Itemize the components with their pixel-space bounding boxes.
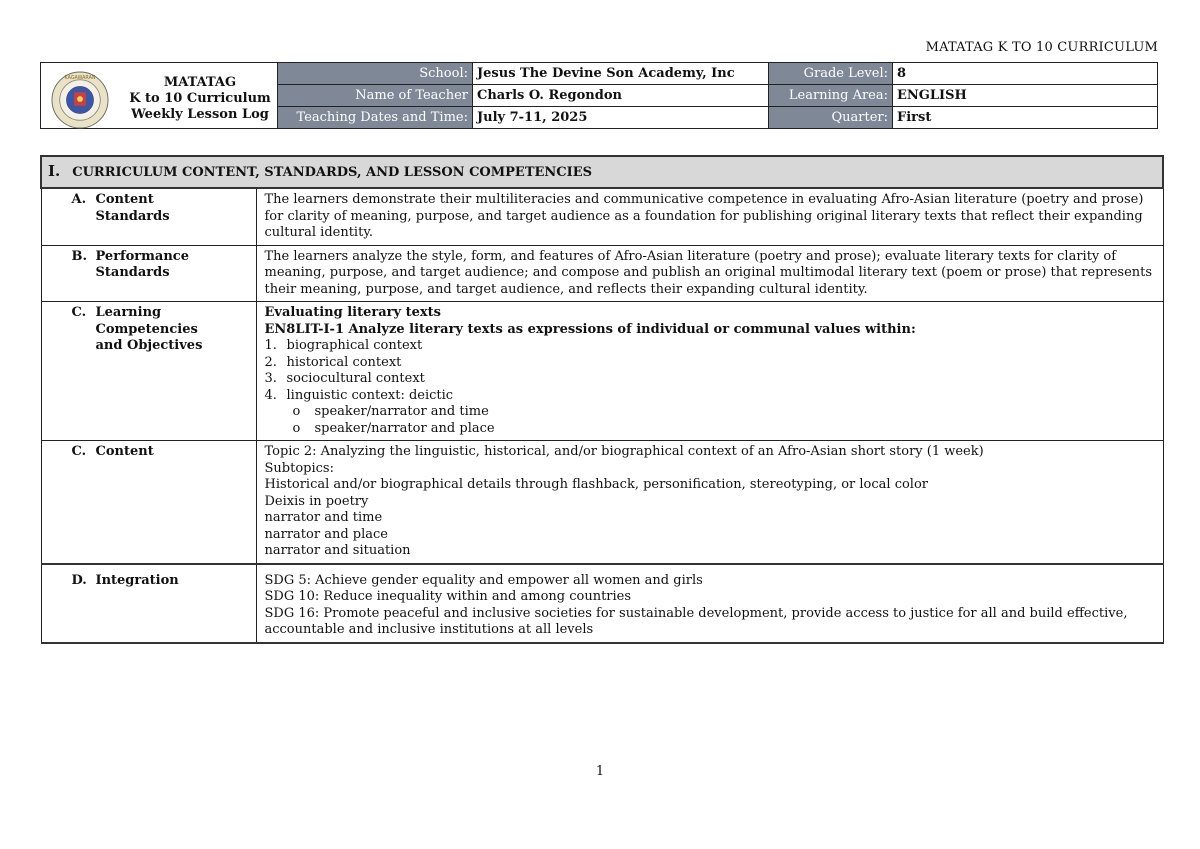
list-item-text: historical context [286, 354, 402, 370]
competency-sublist [265, 404, 1157, 437]
header-table [40, 62, 1158, 129]
list-number: 3. [264, 371, 277, 386]
table-row [41, 441, 1163, 564]
dates-label: Teaching Dates and Time: [278, 107, 473, 129]
integration-text [256, 564, 1163, 643]
quarter-value: First [893, 107, 1158, 129]
quarter-label: Quarter: [769, 107, 893, 129]
list-item [265, 371, 1157, 388]
list-item-text: speaker/narrator and place [314, 420, 495, 436]
list-item [265, 338, 1157, 355]
competency-code-line: EN8LIT-I-1 Analyze literary texts as expressions of individual or communal values within: [264, 321, 916, 337]
logo-title [125, 75, 275, 123]
list-item [293, 421, 1157, 438]
competency-list [265, 338, 1157, 404]
row-label-competencies [41, 302, 256, 441]
bullet-icon: o [292, 420, 301, 436]
content-line: narrator and place [264, 526, 388, 542]
school-label: School: [278, 63, 473, 85]
integration-line: SDG 10: Reduce inequality within and among countries [264, 589, 632, 604]
deped-seal-icon [51, 71, 109, 129]
content-line: narrator and situation [264, 543, 411, 558]
teacher-value: Charls O. Regondon [473, 85, 769, 107]
svg-text:KAGAWARAN: KAGAWARAN [64, 76, 96, 82]
row-label-text: Standards [95, 265, 170, 280]
table-row [41, 564, 1163, 643]
content-line: Historical and/or biographical details through flashback, personification, stereotyping, or local color [264, 477, 929, 492]
competency-heading: Evaluating literary texts [264, 305, 441, 320]
logo-title-line: MATATAG [163, 75, 237, 90]
row-label-text: Content [95, 192, 154, 207]
grade-level-label: Grade Level: [769, 63, 893, 85]
row-label-integration [41, 564, 256, 643]
content-line: Deixis in poetry [264, 493, 369, 509]
list-item-text: linguistic context: deictic [286, 387, 454, 403]
logo-title-line: Weekly Lesson Log [131, 107, 269, 122]
curriculum-header-text: MATATAG K TO 10 CURRICULUM [925, 40, 1158, 55]
row-label-text: Performance [95, 248, 189, 264]
content-line: Topic 2: Analyzing the linguistic, historical, and/or biographical context of an Afro-Asian short story (1 week) [264, 444, 984, 459]
section-title: CURRICULUM CONTENT, STANDARDS, AND LESSON COMPETENCIES [72, 165, 593, 180]
content-standards-text: The learners demonstrate their multiliteracies and communicative competence in evaluating Afro-Asian literature (poetry and prose) for clarity of meaning, purpose, and target audience as a foundation for publishing original literary texts that reflect their expanding cultural identity. [256, 188, 1163, 245]
table-row [41, 188, 1163, 245]
row-label-text: Competencies [95, 321, 198, 337]
row-label-content [41, 441, 256, 564]
row-label-text: Integration [95, 572, 179, 588]
page-number: 1 [595, 764, 605, 779]
row-letter: B. [71, 248, 88, 264]
list-item-text: biographical context [286, 338, 423, 353]
logo-cell [41, 63, 278, 129]
content-text [256, 441, 1163, 564]
section-number: I. [48, 162, 61, 180]
row-letter: D. [71, 572, 87, 588]
list-number: 4. [264, 387, 277, 403]
table-row [41, 245, 1163, 302]
integration-line: SDG 5: Achieve gender equality and empower all women and girls [264, 572, 703, 588]
performance-standards-text: The learners analyze the style, form, and features of Afro-Asian literature (poetry and prose); evaluate literary texts for clarity of meaning, purpose, and target audience; and compose and publish an original multimodal literary text (poem or prose) that represents their meaning, purpose, and target audience, and reflects their expanding cultural identity. [256, 245, 1163, 302]
content-line: Subtopics: [264, 460, 334, 476]
dates-value: July 7-11, 2025 [473, 107, 769, 129]
table-row [41, 302, 1163, 441]
content-line: narrator and time [264, 510, 383, 525]
list-item [265, 355, 1157, 372]
list-item [265, 388, 1157, 405]
row-label-performance-standards [41, 245, 256, 302]
learning-area-label: Learning Area: [769, 85, 893, 107]
grade-level-value: 8 [893, 63, 1158, 85]
row-label-content-standards [41, 188, 256, 245]
list-number: 1. [264, 338, 277, 353]
row-letter: C. [71, 444, 87, 459]
teacher-label: Name of Teacher [278, 85, 473, 107]
list-number: 2. [264, 354, 277, 370]
integration-line: SDG 16: Promote peaceful and inclusive societies for sustainable development, provide access to justice for all and build effective, accountable and inclusive institutions at all levels [264, 605, 1128, 637]
bullet-icon: o [292, 404, 301, 419]
row-letter: A. [71, 192, 87, 207]
row-label-text: Standards [95, 208, 170, 224]
row-label-text: Learning [95, 305, 162, 320]
logo-title-line: K to 10 Curriculum [129, 91, 271, 106]
list-item [293, 404, 1157, 421]
lesson-log-table [40, 155, 1164, 644]
row-label-text: Content [95, 444, 154, 459]
competencies-content [256, 302, 1163, 441]
list-item-text: speaker/narrator and time [314, 404, 489, 419]
row-label-text: and Objectives [95, 338, 203, 353]
school-value: Jesus The Devine Son Academy, Inc [473, 63, 769, 85]
list-item-text: sociocultural context [286, 371, 425, 386]
section-heading [41, 156, 1163, 188]
row-letter: C. [71, 305, 87, 320]
learning-area-value: ENGLISH [893, 85, 1158, 107]
